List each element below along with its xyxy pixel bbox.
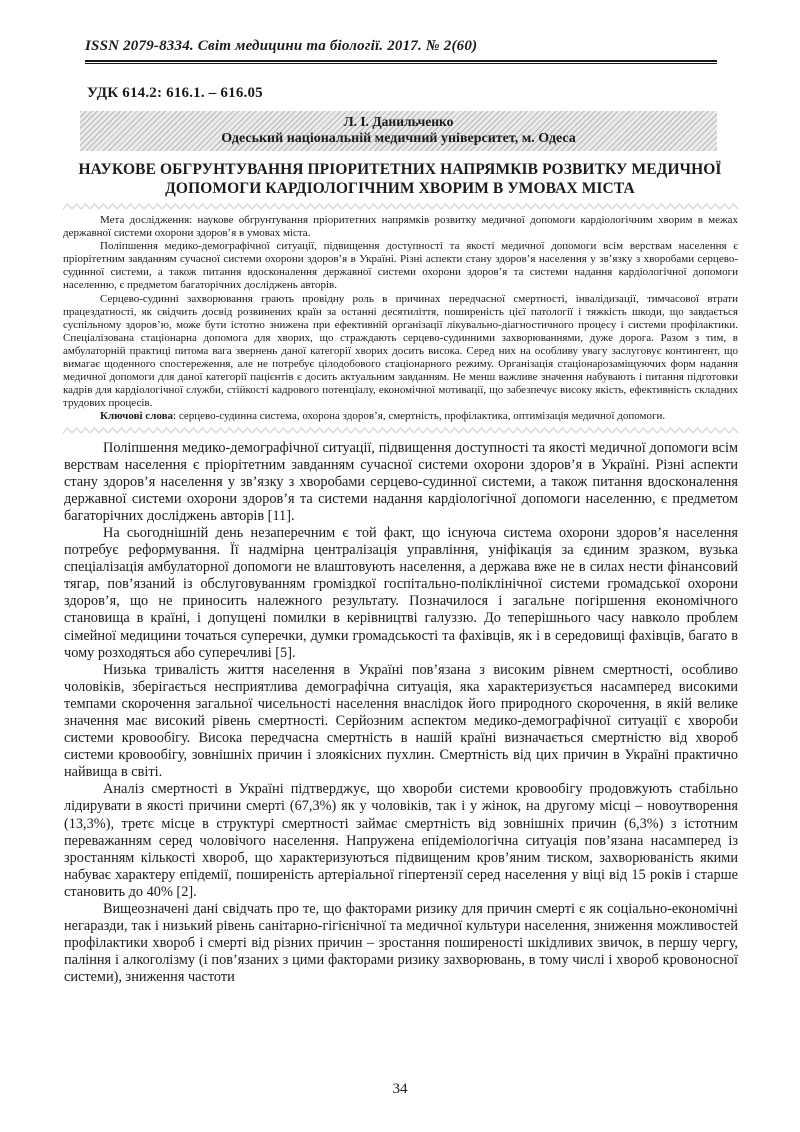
body-paragraph: Низька тривалість життя населення в Україні пов’язана з високим рівнем смертності, особливо чоловіків, зберігається несприятлива демографічна ситуація, яка характеризується насамперед високими темпами скорочення загальної чисельності населення внаслідок його природного скорочення, в якій велике значення має високий рівень смертності. Серйозним аспектом медико-демографічної ситуації є хвороби системи кровообігу. Висока передчасна смертність в нашій країні визначається смертністю від хвороб системи кровообігу, зовнішніх причин і злоякісних пухлин. Смертність від цих причин в Україні практично найвища в світі. — [64, 661, 738, 781]
article-body — [64, 440, 738, 987]
header-rule-thick — [85, 60, 717, 62]
body-paragraph: Вищеозначені дані свідчать про те, що факторами ризику для причин смерті є як соціально-економічні негаразди, так і низький рівень санітарно-гігієнічної та медичної культури населення, зниження можливостей профілактики хвороб і смерті від різних причин – зростання поширеності шкідливих звичок, в першу чергу, паління і алкоголізму (і пов’язаних з цими факторами ризику захворювань, в тому числі і хвороб кровоносної системи), зниження частоти — [64, 901, 738, 986]
abstract-section — [63, 214, 738, 424]
journal-issn-line: ISSN 2079-8334. Світ медицини та біології. 2017. № 2(60) — [85, 38, 478, 54]
wavy-separator-top — [63, 203, 738, 210]
wavy-separator-bottom — [63, 427, 738, 434]
keywords-paragraph — [63, 410, 738, 423]
keywords-label: Ключові слова — [100, 410, 174, 423]
journal-header — [85, 38, 717, 102]
body-paragraph: Аналіз смертності в Україні підтверджує, що хвороби системи кровообігу продовжують стабільно лідирувати в якості причини смерті (67,3%) як у чоловіків, так і у жінок, на другому місці – новоутворення (13,3%), третє місце в структурі смертності займає смертність від зовнішніх причин (6,3%) з істотним переважанням серед чоловічого населення. Напружена епідеміологічна ситуація пов’язана насамперед із зростанням кількості хвороб, що характеризуються підвищеним кров’яним тиском, захворюваність якими набуває характеру епідемії, поширеність артеріальної гіпертензії серед населення у віці від 15 років і старше становить до 40% [2]. — [64, 781, 738, 900]
abstract-paragraph-aim: Мета дослідження: наукове обгрунтування пріоритетних напрямків розвитку медичної допомоги кардіологічним хворим в межах державної системи охорони здоров’я в умовах міста. — [63, 214, 738, 240]
header-rule-thin — [85, 63, 717, 64]
body-paragraph: На сьогоднішній день незаперечним є той факт, що існуюча система охорони здоров’я населення потребує реформування. Її надмірна централізація управління, уніфікація за єдиним зразком, вузька спеціалізація амбулаторної допомоги не влаштовують населення, а держава вже не в силах нести фінансовий тягар, пов’язаний із обслуговуванням громіздкої госпітально-поліклінічної системи громадської охорони здоров’я, що не приносить належного результату. Позначилося і загальне погіршення економічного становища в країні, і допущені помилки в керівництві галуззю. До теперішнього часу навколо проблем сімейної медицини точаться суперечки, думки громадськості та фахівців, як і в середовищі фахівців, багато в чому розходяться або суперечливі [5]. — [64, 524, 738, 661]
abstract-paragraph: Поліпшення медико-демографічної ситуації, підвищення доступності та якості медичної допомоги всім верствам населення є пріорітетним завданням сучасної системи охорони здоров’я в Україні. Різні аспекти стану здоров’я населення у зв’язку з хворобами серцево-судинної системи, а також питання вдосконалення державної системи охорони здоров’я та системи надання кардіологічної допомоги населенню, є предметом багаторічних досліджень авторів. — [63, 240, 738, 292]
keywords-text: : серцево-судинна система, охорона здоров’я, смертність, профілактика, оптимізація медичної допомоги. — [173, 410, 666, 423]
author-affiliation: Одеський національній медичний університет, м. Одеса — [221, 131, 576, 146]
author-name: Л. І. Данильченко — [343, 114, 454, 129]
page-number: 34 — [392, 1081, 408, 1097]
authors-block — [80, 111, 717, 151]
abstract-paragraph: Серцево-судинні захворювання грають провідну роль в причинах передчасної смертності, інвалідизації, тимчасової втрати працездатності, як свідчить досвід розвинених країн за останні десятиліття, поширеність цієї патології і тяжкість шкоди, що завдається суспільному здоров’ю, може бути істотно знижена при ефективній організації лікувально-діагностичного процесу і системи профілактики. Спеціалізована стаціонарна допомога для хворих, що страждають серцево-судинними захворюваннями, дуже дорога. Разом з тим, в амбулаторній практиці питома вага звернень даної категорії хворих досить висока. Серед них на особливу увагу заслуговує контингент, що вимагає щоденного спостереження, але не потребує цілодобового стаціонарного режиму. Організація стаціонарозаміщуючих форм надання медичної допомоги для даної категорії пацієнтів є досить актуальним завданням. Не менш важливе значення набувають і питання підготовки кадрів для кардіологічної служби, стійкості кадрового потенціалу, економічної мотивації, що забезпечує високу якість, ефективність складних трудових процесів. — [63, 292, 738, 410]
udc-code: УДК 614.2: 616.1. – 616.05 — [87, 85, 263, 101]
body-paragraph: Поліпшення медико-демографічної ситуації, підвищення доступності та якості медичної допомоги всім верствам населення є пріорітетним завданням сучасної системи охорони здоров’я в Україні. Різні аспекти стану здоров’я населення у зв’язку з хворобами серцево-судинної системи, а також питання вдосконалення державної системи охорони здоров’я та системи надання кардіологічної допомоги населенню, є предметом багаторічних досліджень авторів [11]. — [64, 439, 738, 524]
article-title: НАУКОВЕ ОБГРУНТУВАННЯ ПРІОРИТЕТНИХ НАПРЯМКІВ РОЗВИТКУ МЕДИЧНОЇ ДОПОМОГИ КАРДІОЛОГІЧНИМ ХВОРИМ В УМОВАХ МІСТА — [78, 161, 722, 197]
